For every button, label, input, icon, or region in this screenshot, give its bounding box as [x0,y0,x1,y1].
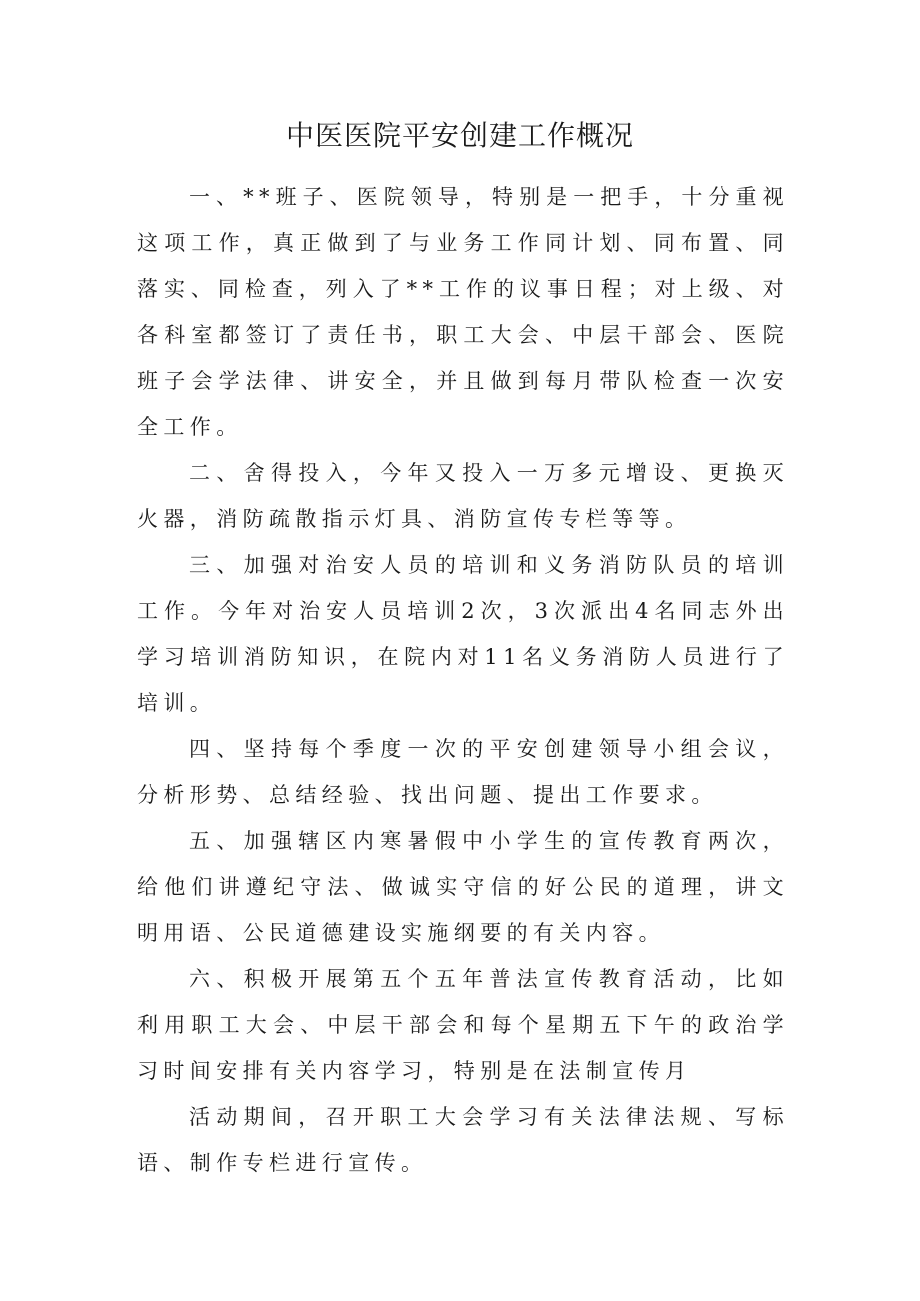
paragraph-2: 二、舍得投入，今年又投入一万多元增设、更换灭火器，消防疏散指示灯具、消防宣传专栏等等。 [137,461,789,531]
paragraph-6: 六、积极开展第五个五年普法宣传教育活动，比如利用职工大会、中层干部会和每个星期五下午的政治学习时间安排有关内容学习，特别是在法制宣传月 [137,967,789,1083]
paragraph-1: 一、**班子、医院领导，特别是一把手，十分重视这项工作，真正做到了与业务工作同计划、同布置、同落实、同检查，列入了**工作的议事日程；对上级、对各科室都签订了责任书，职工大会、中层干部会、医院班子会学法律、讲安全，并且做到每月带队检查一次安全工作。 [137,185,789,439]
paragraph-7: 活动期间，召开职工大会学习有关法律法规、写标语、制作专栏进行宣传。 [137,1105,789,1175]
paragraph-5: 五、加强辖区内寒暑假中小学生的宣传教育两次，给他们讲遵纪守法、做诚实守信的好公民的道理，讲文明用语、公民道德建设实施纲要的有关内容。 [137,829,789,945]
document-title: 中医医院平安创建工作概况 [285,119,634,152]
paragraph-4: 四、坚持每个季度一次的平安创建领导小组会议，分析形势、总结经验、找出问题、提出工作要求。 [137,737,789,807]
document-body [137,174,789,1186]
paragraph-3: 三、加强对治安人员的培训和义务消防队员的培训工作。今年对治安人员培训2次，3次派出4名同志外出学习培训消防知识，在院内对11名义务消防人员进行了培训。 [137,553,789,715]
